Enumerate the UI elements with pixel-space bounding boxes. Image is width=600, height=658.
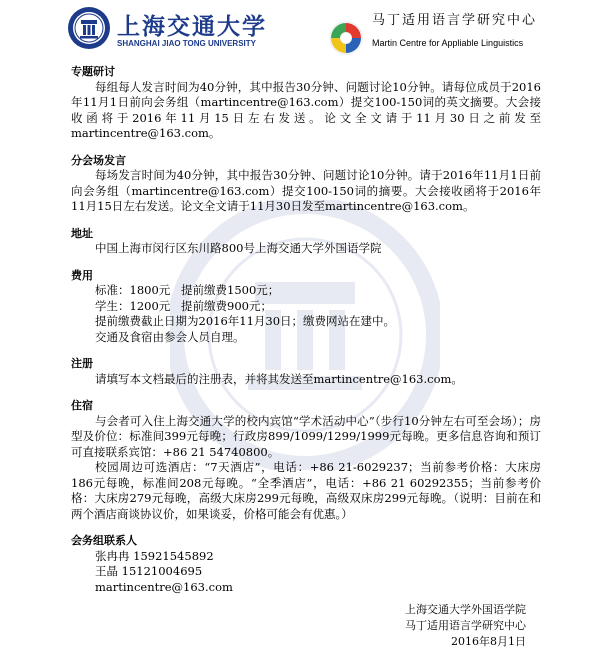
contact-person-1: 张冉冉 15921545892 <box>95 548 214 563</box>
sjtu-seal-logo <box>67 6 111 50</box>
register-text: 请填写本文档最后的注册表，并将其发送至martincentre@163.com。 <box>95 371 463 386</box>
accommodation-section-title: 住宿 <box>71 399 93 412</box>
signature-date: 2016年8月1日 <box>451 635 526 648</box>
centre-name-cn: 马丁适用语言学研究中心 <box>372 13 538 28</box>
contact-person-2: 王晶 15121004695 <box>95 564 203 578</box>
address-section-title: 地址 <box>71 226 93 240</box>
fee-standard: 标准：1800元 <box>95 283 171 297</box>
signature-org-1: 上海交通大学外国语学院 <box>405 603 526 616</box>
accommodation-nearby-hotels: 校园周边可选酒店：“7天酒店”，电话：+86 21-6029237；当前参考价格：大床房186元每晚，标准间208元每晚。“全季酒店”，电话：+86 21 60292355；当前参考价格：大床房279元每晚，高级大床房299元每晚，高级双床房299元每晚。（说明：目前在和两个酒店商谈协议价，如果谈妥，价格可能会有优惠。） <box>71 460 541 521</box>
parallel-section-body: 每场发言时间为40分钟，其中报告30分钟、问题讨论10分钟。请于2016年11月1日前向会务组（martincentre@163.com）提交100-150词的摘要。大会接收函将于2016年11月15日左右发送。论文全文请于11月30日发至martincentre@163.com。 <box>71 168 541 213</box>
university-name-cn: 上海交通大学 <box>117 13 267 40</box>
signature-org-2: 马丁适用语言学研究中心 <box>405 619 526 632</box>
fees-section-title: 费用 <box>71 268 93 282</box>
martin-centre-logo <box>328 20 364 56</box>
centre-name-en: Martin Centre for Appliable Linguistics <box>372 38 524 48</box>
address-text: 中国上海市闵行区东川路800号上海交通大学外国语学院 <box>95 241 382 255</box>
parallel-section-title: 分会场发言 <box>71 153 126 167</box>
register-section-title: 注册 <box>71 357 93 370</box>
letterhead <box>0 0 600 60</box>
panel-section-body: 每组每人发言时间为40分钟，其中报告30分钟、问题讨论10分钟。请每位成员于2016年11月1日前向会务组（martincentre@163.com）提交100-150词的英文摘要。大会接收函将于2016年11月15日左右发送。论文全文请于11月30日之前发至martincentre@163.com。 <box>71 79 541 140</box>
accommodation-campus-hotel: 与会者可入住上海交通大学的校内宾馆“学术活动中心”（步行10分钟左右可至会场）；房型及价位：标准间399元每晚；行政房899/1099/1299/1999元每晚。更多信息咨询和预订可直接联系宾馆：+86 21 54740800。 <box>71 413 541 459</box>
fee-student-row <box>71 299 541 315</box>
fee-student-early: 提前缴费900元； <box>181 298 272 313</box>
fee-standard-row <box>71 283 541 299</box>
fee-self-pay-note: 交通及食宿由参会人员自理。 <box>95 329 245 344</box>
contacts-section-title: 会务组联系人 <box>71 534 137 547</box>
contact-email: martincentre@163.com <box>95 579 233 594</box>
fee-student: 学生：1200元 <box>95 298 171 313</box>
panel-section-title: 专题研讨 <box>71 65 115 78</box>
document-body <box>71 64 541 595</box>
university-name-en: SHANGHAI JIAO TONG UNIVERSITY <box>117 39 256 48</box>
fee-standard-early: 提前缴费1500元； <box>181 283 280 297</box>
signature-block <box>405 602 526 650</box>
fee-deadline: 提前缴费截止日期为2016年11月30日；缴费网站在建中。 <box>95 314 396 328</box>
